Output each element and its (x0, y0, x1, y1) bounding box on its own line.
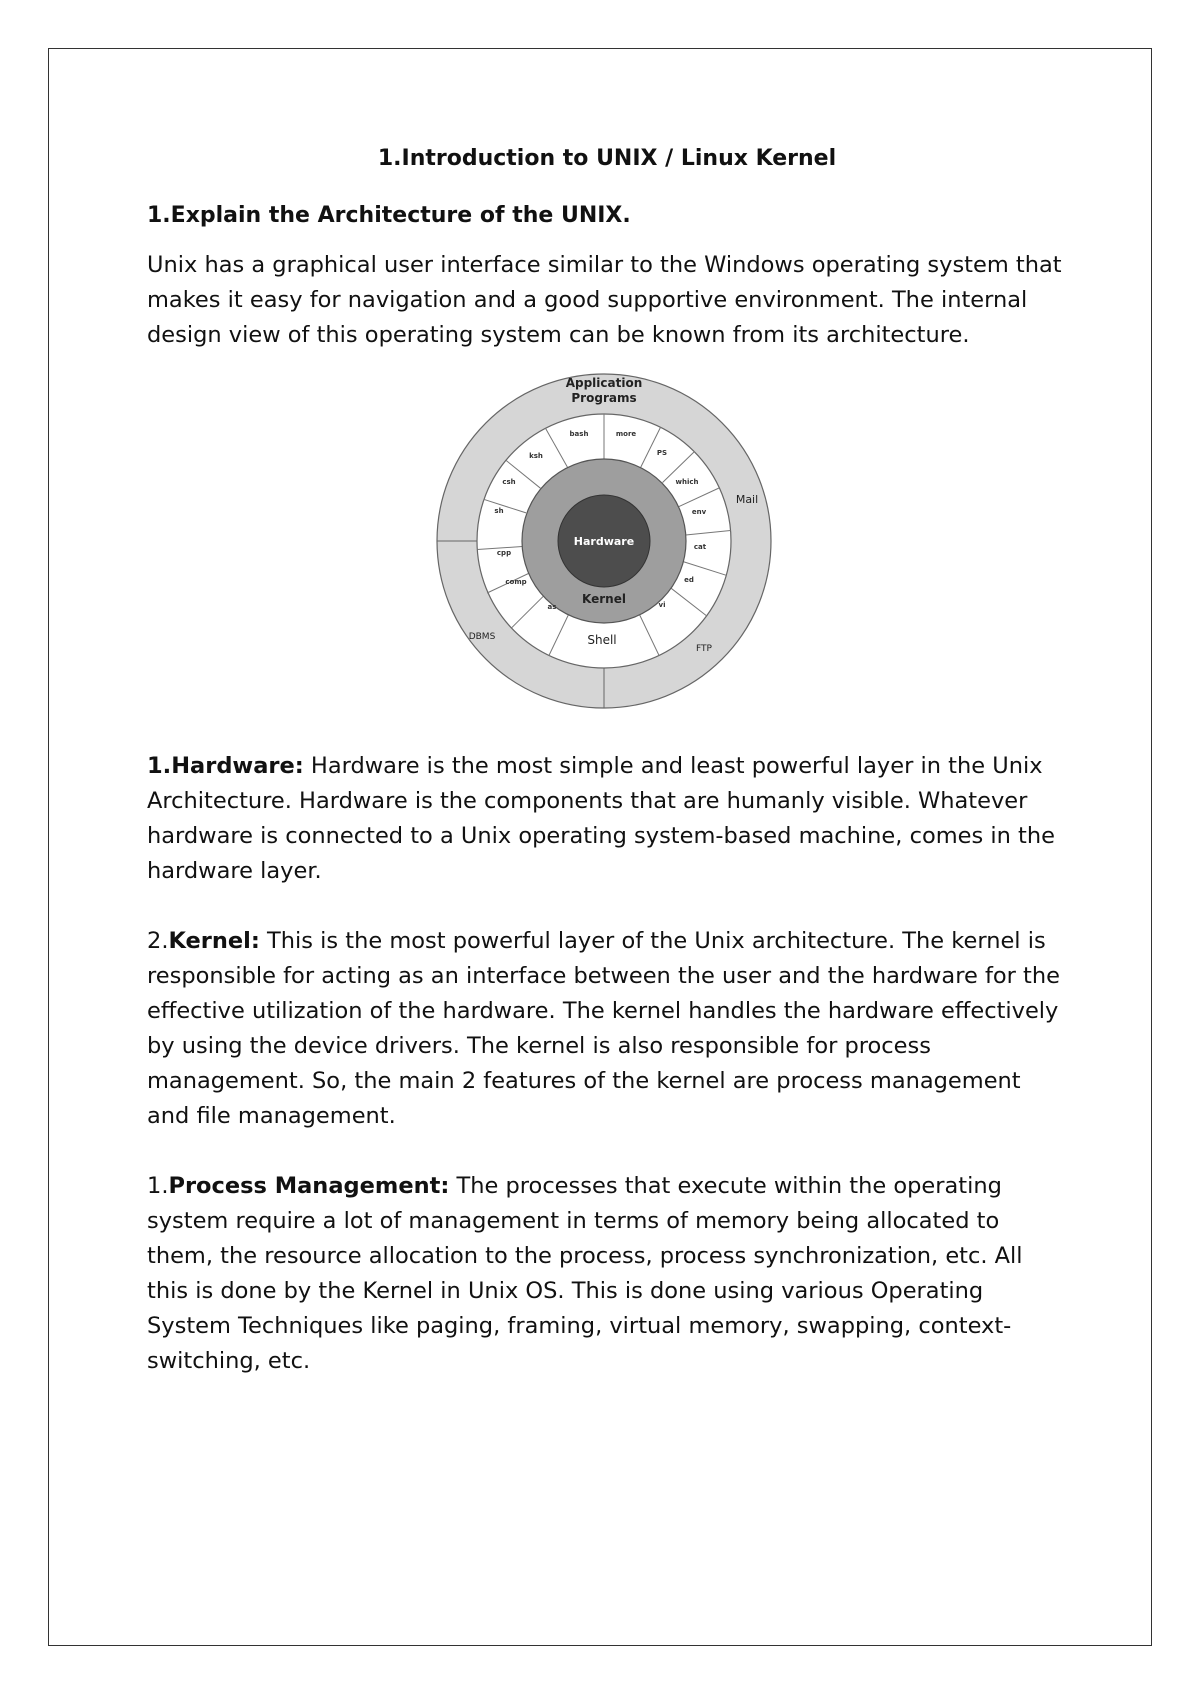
label-dbms: DBMS (468, 632, 496, 643)
label-shell: Shell (587, 633, 617, 648)
label-mail: Mail (735, 493, 759, 507)
intro-paragraph: Unix has a graphical user interface similar to the Windows operating system that makes it easy for navigation and a good supportive environment. The internal design view of this operating system can be known from its architecture. (147, 252, 1062, 349)
question-heading: 1.Explain the Architecture of the UNIX. (147, 202, 631, 228)
cmd-cat: cat (693, 543, 707, 552)
label-hardware: Hardware (573, 535, 635, 549)
cmd-as: as (547, 603, 557, 612)
kernel-text: This is the most powerful layer of the Unix architecture. The kernel is responsible for acting as an interface between the user and the hardware for the effective utilization of the hardware. The kernel handles the hardware effectively by using the device drivers. The kernel is also responsible for process management. So, the main 2 features of the kernel are process management and file management. (147, 928, 1060, 1130)
cmd-more: more (615, 430, 637, 439)
unix-architecture-figure (147, 371, 1067, 711)
process-management-section (147, 1169, 1067, 1379)
cmd-vi: vi (658, 601, 666, 610)
cmd-ps: PS (656, 449, 668, 458)
process-label: Process Management: (168, 1173, 450, 1200)
hardware-text: Hardware is the most simple and least powerful layer in the Unix Architecture. Hardware is the components that are humanly visible. Whatever hardware is connected to a Unix operating system-based machine, comes in the hardware layer. (147, 753, 1055, 885)
kernel-label: Kernel: (168, 928, 260, 955)
cmd-ksh: ksh (529, 452, 543, 461)
process-number: 1. (147, 1173, 169, 1200)
kernel-number: 2. (147, 928, 169, 955)
hardware-label: Hardware: (171, 753, 304, 780)
cmd-env: env (691, 508, 707, 517)
cmd-cpp: cpp (496, 549, 512, 558)
unix-architecture-diagram (434, 371, 774, 711)
kernel-section (147, 924, 1067, 1134)
process-text: The processes that execute within the operating system require a lot of management in terms of memory being allocated to them, the resource allocation to the process, process synchronization, etc. All this is done by the Kernel in Unix OS. This is done using various Operating System Techniques like paging, framing, virtual memory, swapping, context-switching, etc. (147, 1173, 1023, 1375)
cmd-ed: ed (684, 576, 694, 585)
document-body (147, 145, 1067, 1414)
label-ftp: FTP (696, 644, 712, 655)
label-kernel: Kernel (582, 592, 626, 607)
cmd-bash: bash (569, 430, 589, 439)
hardware-number: 1. (147, 753, 172, 780)
label-programs: Programs (571, 391, 637, 406)
cmd-comp: comp (505, 578, 527, 587)
label-application: Application (565, 376, 643, 391)
page-title: 1.Introduction to UNIX / Linux Kernel (377, 146, 837, 171)
cmd-sh: sh (494, 507, 504, 516)
cmd-which: which (675, 478, 699, 487)
hardware-section (147, 749, 1067, 889)
cmd-csh: csh (502, 478, 516, 487)
